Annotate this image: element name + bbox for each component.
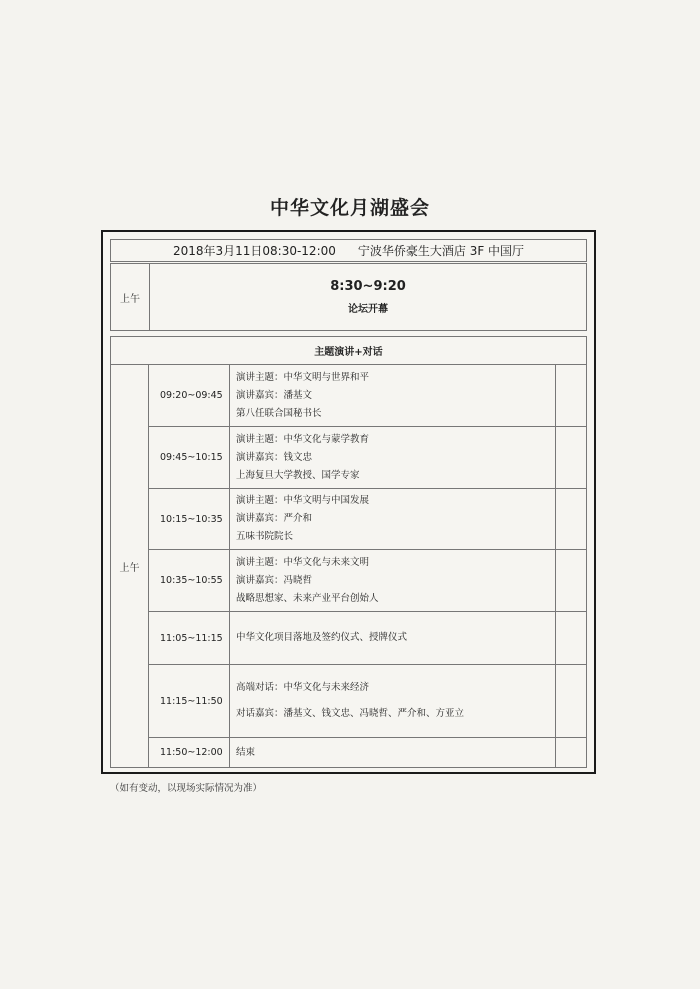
row-blank-cell (556, 489, 586, 549)
row-line: 演讲嘉宾：钱文忠 (236, 451, 313, 463)
row-line: 战略思想家、未来产业平台创始人 (236, 592, 379, 604)
table-row (149, 612, 586, 665)
table-row (149, 738, 586, 767)
row-time: 10:35~10:55 (149, 550, 230, 611)
row-line: 演讲嘉宾：严介和 (236, 513, 313, 524)
schedule-block (110, 336, 587, 768)
row-line: 中华文化项目落地及签约仪式、授牌仪式 (236, 632, 408, 643)
row-time: 11:05~11:15 (149, 612, 230, 664)
agenda-table (101, 230, 596, 774)
table-row (149, 427, 586, 489)
event-header (110, 239, 587, 262)
row-blank-cell (556, 365, 586, 426)
row-time: 10:15~10:35 (149, 489, 230, 549)
row-blank-cell (556, 427, 586, 488)
footnote: （如有变动，以现场实际情况为准） (110, 783, 263, 794)
row-line: 高端对话：中华文化与未来经济 (236, 682, 370, 693)
opening-period: 上午 (111, 264, 150, 330)
event-datetime: 2018年3月11日08:30-12:00 (172, 244, 336, 258)
table-row (149, 665, 586, 738)
row-line: 演讲主题：中华文化与未来文明 (236, 556, 370, 568)
opening-time: 8:30~9:20 (330, 279, 406, 294)
row-line: 演讲主题：中华文化与蒙学教育 (236, 433, 370, 445)
row-line: 上海复旦大学教授、国学专家 (236, 469, 360, 481)
page-title: 中华文化月湖盛会 (269, 197, 430, 219)
row-line: 对话嘉宾：潘基文、钱文忠、冯晓哲、严介和、方亚立 (236, 708, 465, 719)
opening-block (110, 263, 587, 331)
row-line: 演讲嘉宾：冯晓哲 (236, 574, 313, 586)
row-time: 09:45~10:15 (149, 427, 230, 488)
row-line: 演讲主题：中华文明与中国发展 (236, 495, 370, 506)
row-description (230, 427, 556, 488)
row-description (230, 550, 556, 611)
row-description (230, 365, 556, 426)
opening-label: 论坛开幕 (348, 304, 388, 315)
row-line: 五味书院院长 (236, 531, 294, 542)
table-row (149, 489, 586, 550)
row-blank-cell (556, 550, 586, 611)
schedule-list (149, 365, 586, 767)
row-blank-cell (556, 612, 586, 664)
row-description (230, 665, 556, 737)
row-description (230, 489, 556, 549)
row-line: 演讲嘉宾：潘基文 (236, 389, 313, 401)
row-time: 11:15~11:50 (149, 665, 230, 737)
section-title: 主题演讲+对话 (111, 337, 586, 365)
schedule-rows (111, 365, 586, 767)
event-venue: 宁波华侨豪生大酒店 3F 中国厅 (357, 244, 525, 258)
table-row (149, 365, 586, 427)
opening-content (150, 264, 586, 330)
row-time: 09:20~09:45 (149, 365, 230, 426)
row-description (230, 612, 556, 664)
row-time: 11:50~12:00 (149, 738, 230, 767)
row-line: 第八任联合国秘书长 (236, 407, 322, 419)
row-blank-cell (556, 665, 586, 737)
row-line: 演讲主题：中华文明与世界和平 (236, 371, 370, 383)
row-description (230, 738, 556, 767)
row-line: 结束 (236, 746, 256, 758)
row-blank-cell (556, 738, 586, 767)
schedule-period: 上午 (111, 365, 149, 767)
table-row (149, 550, 586, 612)
